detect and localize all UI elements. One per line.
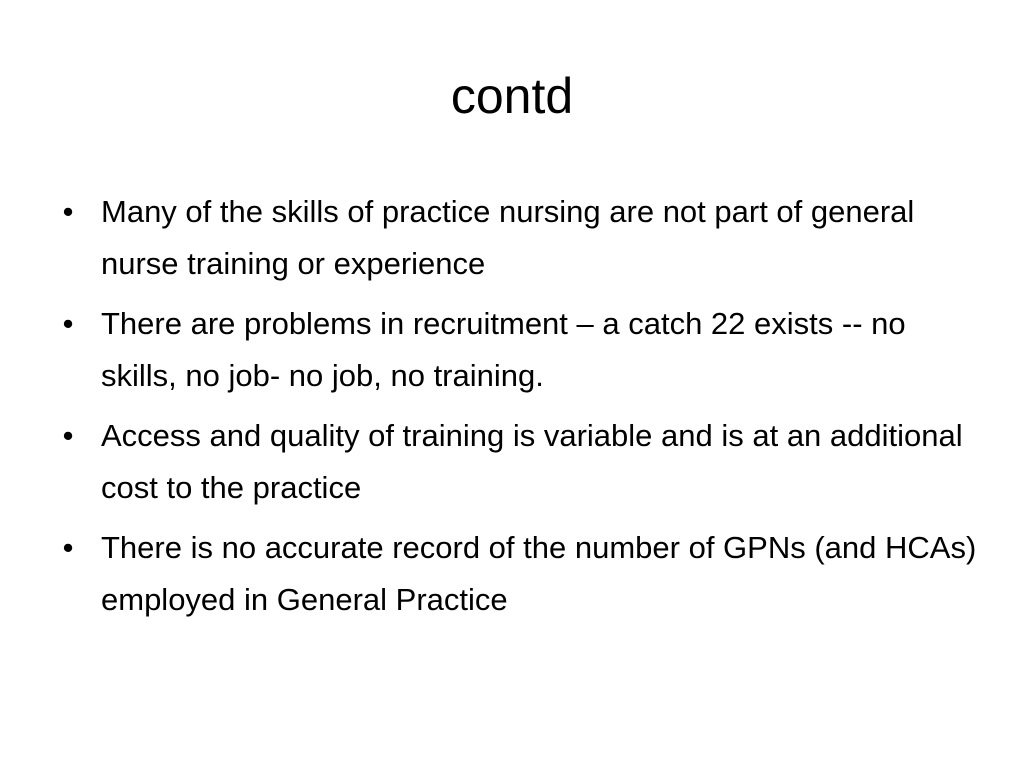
bullet-marker: • [62,418,74,453]
bullet-item [58,298,978,402]
bullet-item [58,522,978,626]
bullet-marker: • [62,194,74,229]
bullet-item [58,410,978,514]
bullet-text: Access and quality of training is variable and is at an additional cost to the practice [101,418,963,505]
bullet-text: There are problems in recruitment – a catch 22 exists -- no skills, no job- no job, no training. [101,306,906,393]
bullet-list [58,186,978,634]
bullet-text: Many of the skills of practice nursing are not part of general nurse training or experience [101,194,915,281]
bullet-text: There is no accurate record of the number of GPNs (and HCAs) employed in General Practice [101,530,977,617]
bullet-marker: • [62,530,74,565]
bullet-marker: • [62,306,74,341]
slide-title: contd [450,68,574,124]
bullet-item [58,186,978,290]
